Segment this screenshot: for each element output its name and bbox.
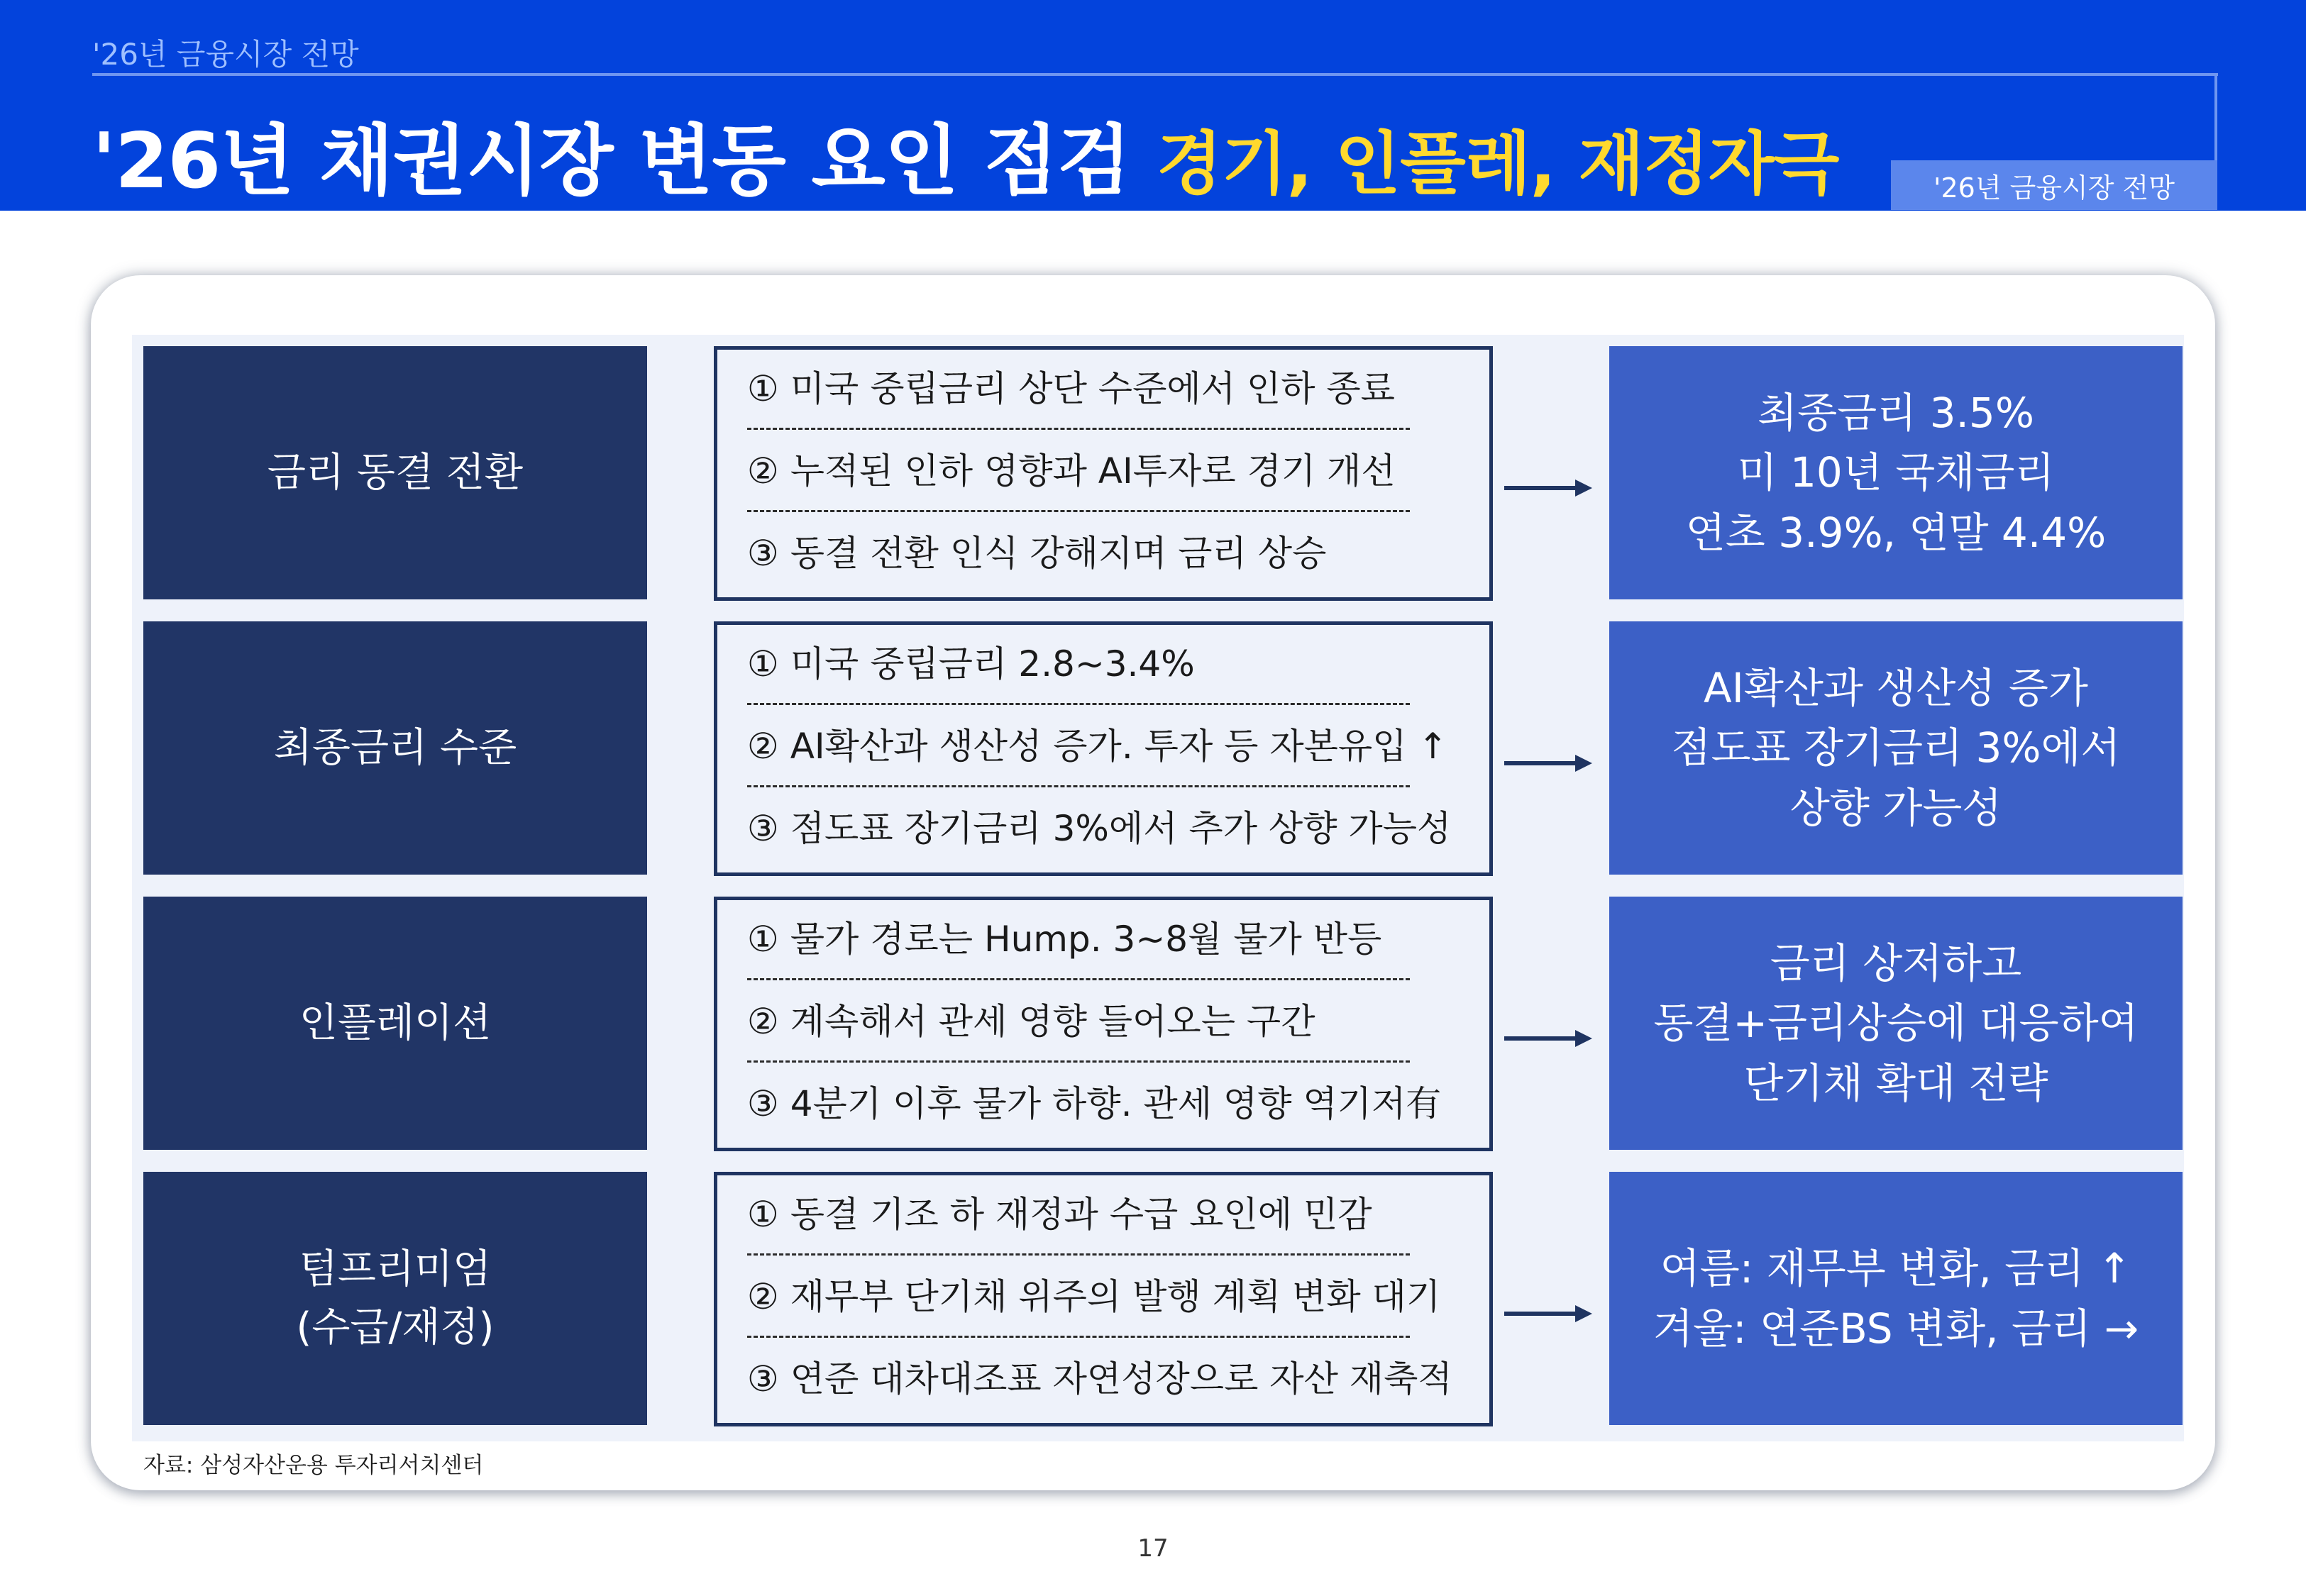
row-result-term-premium: 여름: 재무부 변화, 금리 ↑ 겨울: 연준BS 변화, 금리 → <box>1609 1172 2183 1425</box>
row-label-inflation: 인플레이션 <box>143 897 647 1150</box>
arrow-right-icon <box>1504 1303 1592 1324</box>
arrow-right-icon <box>1504 477 1592 499</box>
divider <box>747 1336 1410 1338</box>
row-label-rate-freeze: 금리 동결 전환 <box>143 346 647 599</box>
list-item: ③ 연준 대차대조표 자연성장으로 자산 재축적 <box>747 1358 1452 1400</box>
arrow-right-icon <box>1504 1028 1592 1049</box>
list-item: ① 미국 중립금리 상단 수준에서 인하 종료 <box>747 368 1395 409</box>
row-result-terminal-rate: AI확산과 생산성 증가 점도표 장기금리 3%에서 상향 가능성 <box>1609 621 2183 875</box>
header-divider-edge <box>2214 73 2217 161</box>
divider <box>747 428 1410 430</box>
page-number: 17 <box>1137 1534 1169 1563</box>
list-item: ① 동결 기조 하 재정과 수급 요인에 민감 <box>747 1194 1372 1235</box>
row-points-inflation <box>714 897 1493 1151</box>
list-item: ① 미국 중립금리 2.8~3.4% <box>747 643 1195 685</box>
row-result-inflation: 금리 상저하고 동결+금리상승에 대응하여 단기채 확대 전략 <box>1609 897 2183 1150</box>
divider <box>747 1253 1410 1256</box>
divider <box>747 978 1410 980</box>
row-points-term-premium <box>714 1172 1493 1426</box>
header-divider <box>92 73 2218 76</box>
divider <box>747 703 1410 705</box>
list-item: ② AI확산과 생산성 증가. 투자 등 자본유입 ↑ <box>747 726 1448 767</box>
list-item: ③ 동결 전환 인식 강해지며 금리 상승 <box>747 533 1327 574</box>
row-points-terminal-rate <box>714 621 1493 876</box>
list-item: ② 계속해서 관세 영향 들어오는 구간 <box>747 1001 1315 1042</box>
row-label-term-premium: 텀프리미엄 (수급/재정) <box>143 1172 647 1425</box>
divider <box>747 1060 1410 1063</box>
header-tag: '26년 금융시장 전망 <box>1891 160 2217 210</box>
row-label-terminal-rate: 최종금리 수준 <box>143 621 647 875</box>
page-title <box>92 99 1838 209</box>
row-points-rate-freeze <box>714 346 1493 601</box>
divider <box>747 510 1410 512</box>
list-item: ③ 점도표 장기금리 3%에서 추가 상향 가능성 <box>747 808 1452 849</box>
divider <box>747 785 1410 787</box>
row-result-rate-freeze: 최종금리 3.5% 미 10년 국채금리 연초 3.9%, 연말 4.4% <box>1609 346 2183 599</box>
page-title-accent: 경기, 인플레, 재정자극 <box>1156 124 1839 204</box>
source-note: 자료: 삼성자산운용 투자리서치센터 <box>143 1453 484 1478</box>
list-item: ③ 4분기 이후 물가 하향. 관세 영향 역기저有 <box>747 1083 1442 1124</box>
list-item: ② 재무부 단기채 위주의 발행 계획 변화 대기 <box>747 1276 1441 1317</box>
list-item: ① 물가 경로는 Hump. 3~8월 물가 반등 <box>747 919 1382 960</box>
arrow-right-icon <box>1504 753 1592 774</box>
header-kicker: '26년 금융시장 전망 <box>92 37 359 72</box>
list-item: ② 누적된 인하 영향과 AI투자로 경기 개선 <box>747 450 1396 492</box>
page-title-main: '26년 채권시장 변동 요인 점검 <box>92 117 1131 206</box>
